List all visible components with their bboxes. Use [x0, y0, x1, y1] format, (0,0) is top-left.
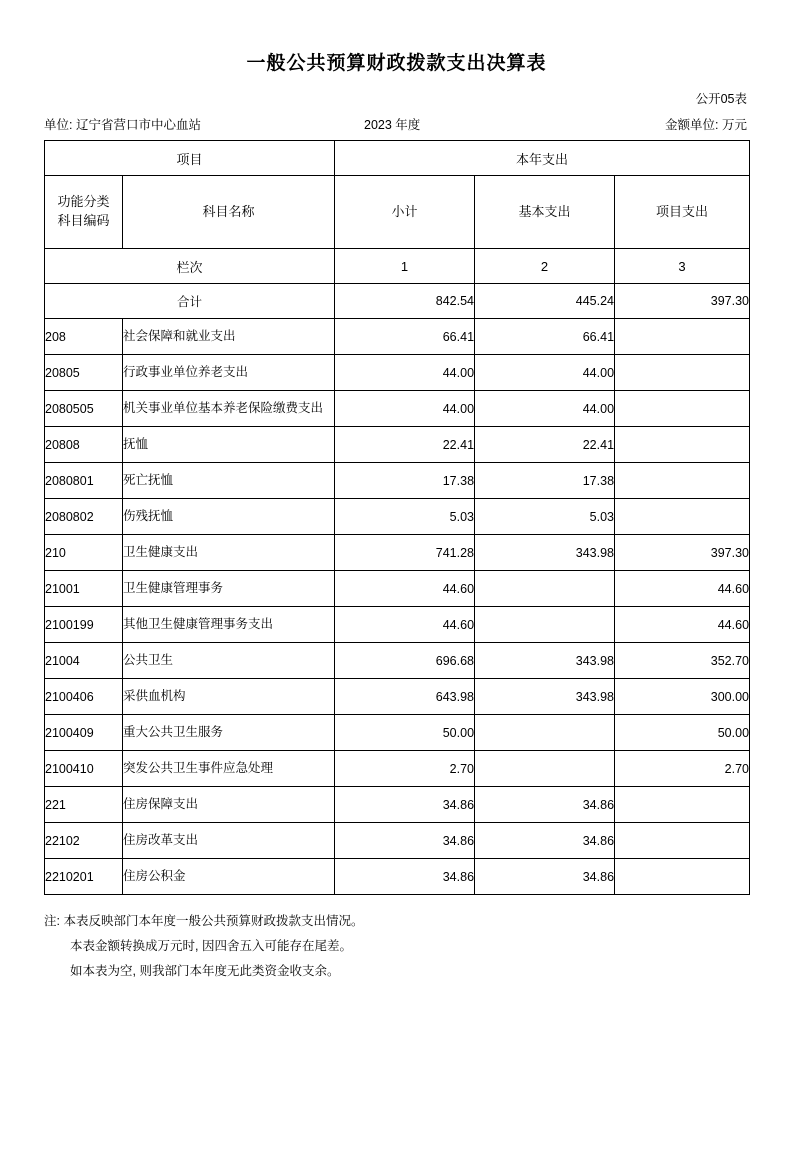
fiscal-year: 2023 年度 [364, 118, 421, 132]
row-project: 352.70 [615, 643, 750, 679]
table-header-row [45, 176, 750, 249]
row-code: 22102 [45, 823, 123, 859]
row-subtotal: 696.68 [335, 643, 475, 679]
row-basic: 343.98 [475, 535, 615, 571]
row-basic: 44.00 [475, 355, 615, 391]
row-code: 221 [45, 787, 123, 823]
row-code: 20808 [45, 427, 123, 463]
row-name: 其他卫生健康管理事务支出 [123, 607, 335, 643]
column-number-row [45, 249, 750, 284]
row-code: 210 [45, 535, 123, 571]
table-row [45, 355, 750, 391]
row-project [615, 823, 750, 859]
row-code: 2210201 [45, 859, 123, 895]
row-basic [475, 571, 615, 607]
row-name: 住房公积金 [123, 859, 335, 895]
unit-label [44, 115, 201, 133]
row-basic: 34.86 [475, 859, 615, 895]
table-row [45, 319, 750, 355]
table-row [45, 859, 750, 895]
amount-unit: 金额单位: 万元 [665, 118, 747, 132]
table-row [45, 643, 750, 679]
row-basic: 34.86 [475, 787, 615, 823]
row-code: 2080505 [45, 391, 123, 427]
header-project-group: 项目 [45, 141, 335, 176]
table-row [45, 535, 750, 571]
document-page [0, 48, 793, 1170]
table-row [45, 823, 750, 859]
row-name: 住房改革支出 [123, 823, 335, 859]
table-row [45, 787, 750, 823]
table-header-group-row [45, 141, 750, 176]
header-col-subtotal: 小计 [335, 176, 475, 249]
table-row [45, 391, 750, 427]
row-subtotal: 44.60 [335, 607, 475, 643]
row-name: 机关事业单位基本养老保险缴费支出 [123, 391, 335, 427]
row-subtotal: 643.98 [335, 679, 475, 715]
row-project [615, 463, 750, 499]
row-subtotal: 34.86 [335, 787, 475, 823]
column-number-1: 1 [335, 249, 475, 284]
unit-value: 辽宁省营口市中心血站 [75, 118, 201, 132]
table-row [45, 463, 750, 499]
total-label: 合计 [45, 284, 335, 319]
row-project: 300.00 [615, 679, 750, 715]
row-subtotal: 17.38 [335, 463, 475, 499]
row-code: 2100409 [45, 715, 123, 751]
row-project [615, 319, 750, 355]
budget-expenditure-table [44, 140, 750, 895]
row-basic [475, 607, 615, 643]
row-name: 住房保障支出 [123, 787, 335, 823]
row-code: 208 [45, 319, 123, 355]
row-code: 2080801 [45, 463, 123, 499]
row-code: 21004 [45, 643, 123, 679]
row-basic: 17.38 [475, 463, 615, 499]
row-code: 20805 [45, 355, 123, 391]
table-row [45, 607, 750, 643]
row-name: 卫生健康支出 [123, 535, 335, 571]
row-basic [475, 751, 615, 787]
row-code: 2100406 [45, 679, 123, 715]
header-col-project: 项目支出 [615, 176, 750, 249]
row-name: 重大公共卫生服务 [123, 715, 335, 751]
row-project [615, 859, 750, 895]
row-subtotal: 44.00 [335, 391, 475, 427]
column-row-label: 栏次 [45, 249, 335, 284]
row-subtotal: 2.70 [335, 751, 475, 787]
row-basic: 5.03 [475, 499, 615, 535]
row-project: 2.70 [615, 751, 750, 787]
table-row [45, 715, 750, 751]
note-line-1: 注: 本表反映部门本年度一般公共预算财政拨款支出情况。 [44, 914, 364, 928]
row-code: 2100410 [45, 751, 123, 787]
row-name: 行政事业单位养老支出 [123, 355, 335, 391]
row-code: 2100199 [45, 607, 123, 643]
row-project: 44.60 [615, 607, 750, 643]
row-project [615, 355, 750, 391]
header-current-year-group: 本年支出 [335, 141, 750, 176]
row-project [615, 499, 750, 535]
column-number-3: 3 [615, 249, 750, 284]
row-name: 伤残抚恤 [123, 499, 335, 535]
row-name: 死亡抚恤 [123, 463, 335, 499]
column-number-2: 2 [475, 249, 615, 284]
row-project [615, 391, 750, 427]
row-project [615, 427, 750, 463]
total-subtotal: 842.54 [335, 284, 475, 319]
row-subtotal: 34.86 [335, 823, 475, 859]
row-basic: 34.86 [475, 823, 615, 859]
row-subtotal: 5.03 [335, 499, 475, 535]
row-subtotal: 44.60 [335, 571, 475, 607]
row-project: 397.30 [615, 535, 750, 571]
notes-section [44, 909, 749, 984]
row-basic: 44.00 [475, 391, 615, 427]
row-basic: 66.41 [475, 319, 615, 355]
row-name: 采供血机构 [123, 679, 335, 715]
row-name: 抚恤 [123, 427, 335, 463]
header-col-name: 科目名称 [123, 176, 335, 249]
total-project: 397.30 [615, 284, 750, 319]
row-name: 社会保障和就业支出 [123, 319, 335, 355]
total-row [45, 284, 750, 319]
row-project: 44.60 [615, 571, 750, 607]
page-title: 一般公共预算财政拨款支出决算表 [246, 52, 547, 74]
row-subtotal: 44.00 [335, 355, 475, 391]
row-subtotal: 741.28 [335, 535, 475, 571]
row-name: 突发公共卫生事件应急处理 [123, 751, 335, 787]
row-subtotal: 22.41 [335, 427, 475, 463]
row-basic: 343.98 [475, 679, 615, 715]
public-code-label: 公开05表 [695, 92, 747, 106]
note-line-2: 本表金额转换成万元时, 因四舍五入可能存在尾差。 [70, 939, 352, 953]
row-code: 21001 [45, 571, 123, 607]
header-col-basic: 基本支出 [475, 176, 615, 249]
row-basic: 343.98 [475, 643, 615, 679]
table-row [45, 571, 750, 607]
table-row [45, 427, 750, 463]
table-row [45, 499, 750, 535]
row-name: 公共卫生 [123, 643, 335, 679]
row-basic [475, 715, 615, 751]
row-project [615, 787, 750, 823]
row-name: 卫生健康管理事务 [123, 571, 335, 607]
row-code: 2080802 [45, 499, 123, 535]
row-project: 50.00 [615, 715, 750, 751]
row-subtotal: 34.86 [335, 859, 475, 895]
table-row [45, 679, 750, 715]
unit-label-text: 单位: [44, 118, 73, 132]
total-basic: 445.24 [475, 284, 615, 319]
table-row [45, 751, 750, 787]
row-basic: 22.41 [475, 427, 615, 463]
row-subtotal: 66.41 [335, 319, 475, 355]
row-subtotal: 50.00 [335, 715, 475, 751]
note-line-3: 如本表为空, 则我部门本年度无此类资金收支余。 [70, 964, 340, 978]
meta-row [44, 115, 749, 133]
header-col-code: 功能分类 科目编码 [45, 176, 123, 249]
